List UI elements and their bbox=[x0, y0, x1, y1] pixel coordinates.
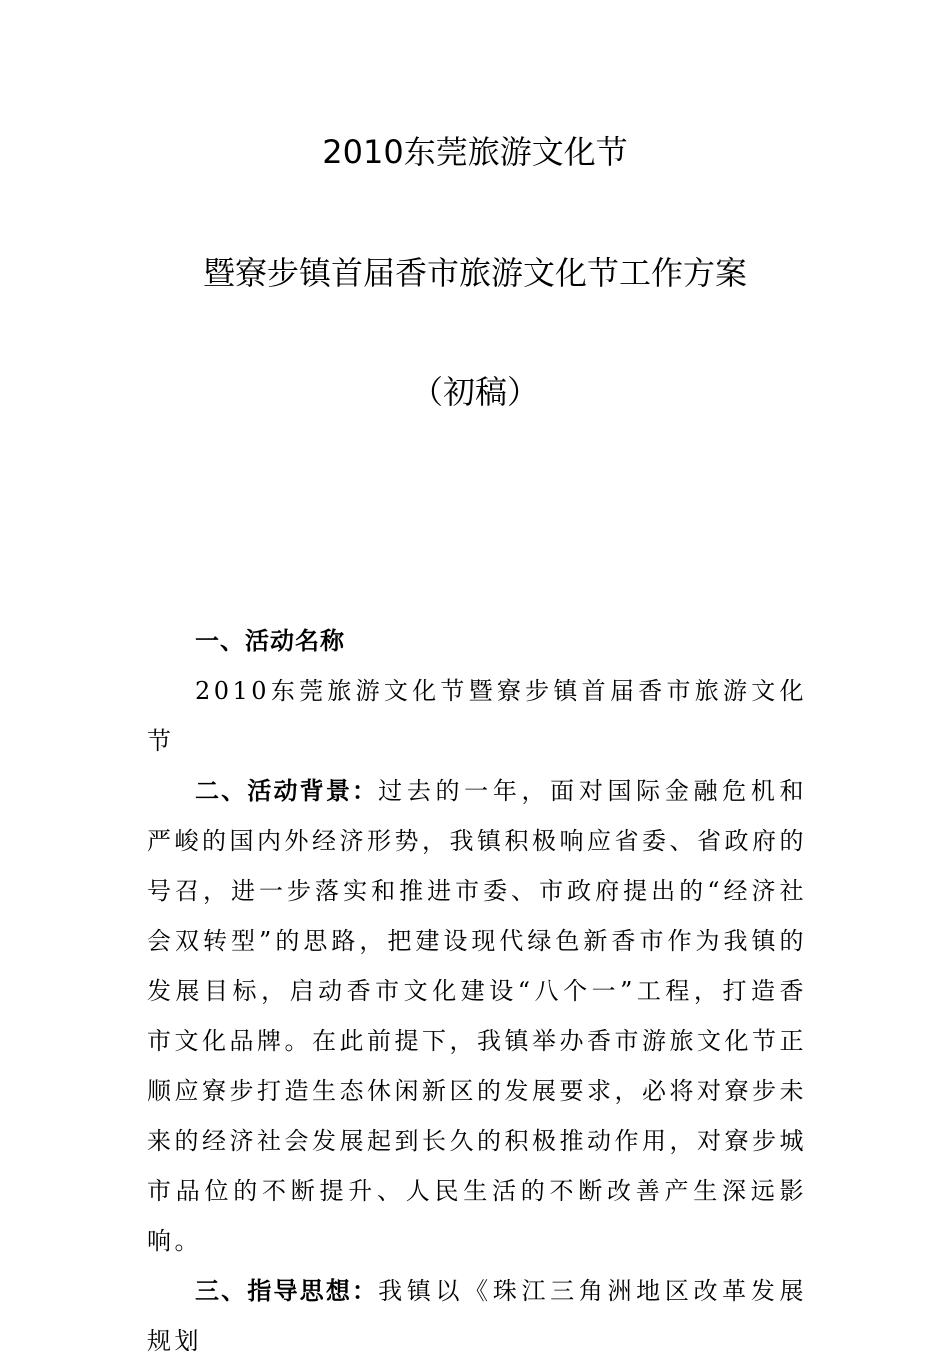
document-subtitle: 暨寮步镇首届香市旅游文化节工作方案 bbox=[202, 254, 747, 292]
section-2-text: 过去的一年，面对国际金融危机和严峻的国内外经济形势，我镇积极响应省委、省政府的号召，进一步落实和推进市委、市政府提出的“经济社会双转型”的思路，把建设现代绿色新香市作为我镇的发展目标，启动香市文化建设“八个一”工程，打造香市文化品牌。在此前提下，我镇举办香市游旅文化节正顺应寮步打造生态休闲新区的发展要求，必将对寮步未来的经济社会发展起到长久的积极推动作用，对寮步城市品位的不断提升、人民生活的不断改善产生深远影响。 bbox=[147, 777, 808, 1255]
section-3-text: 我镇以《珠江三角洲地区改革发展规划 bbox=[147, 1277, 808, 1355]
document-title: 2010东莞旅游文化节 bbox=[322, 133, 628, 171]
section-3-heading: 三、指导思想： bbox=[195, 1277, 379, 1305]
section-3-paragraph bbox=[147, 1266, 807, 1366]
draft-label: （初稿） bbox=[410, 373, 539, 411]
section-1-heading-paragraph bbox=[147, 616, 807, 666]
section-2-paragraph bbox=[147, 766, 807, 1266]
document-body bbox=[147, 616, 807, 1366]
section-1-text: 2010东莞旅游文化节暨寮步镇首届香市旅游文化节 bbox=[147, 677, 807, 755]
section-2-heading: 二、活动背景： bbox=[195, 777, 379, 805]
section-1-heading: 一、活动名称 bbox=[195, 627, 345, 655]
